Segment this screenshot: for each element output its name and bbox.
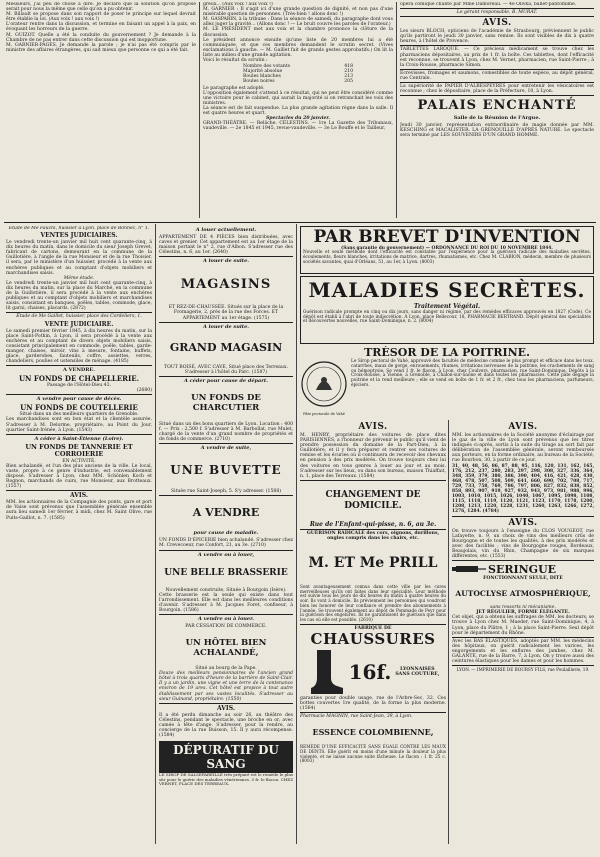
divider — [400, 8, 594, 9]
meme-etude: Même étude. — [63, 275, 95, 281]
gerant-line: Le gérant responsable, B. MURAT. — [456, 10, 538, 16]
left-paragraph-5: M. GARNIER-PAGÈS. Je demande la parole ; je n'ai pas été compris par le ministre des affaires étrangères, qui sait mieux que personne ce qui a été fait. — [6, 42, 196, 53]
ceder-heading: A céder à Saint-Étienne (Loire). — [34, 435, 124, 442]
seringue-sub2: sans ressorts ni mécanisme. — [490, 605, 556, 611]
chapellerie-ref: (2680) — [136, 388, 152, 394]
vote-row — [243, 79, 353, 84]
divider — [400, 95, 594, 96]
syringe-icon — [452, 562, 486, 576]
vote-value: 210 — [344, 69, 353, 75]
divider — [159, 614, 293, 615]
avis-title: AVIS. — [217, 704, 235, 712]
sans-couture-label: SANS COUTURE, — [395, 671, 440, 677]
pectoral-seal-icon — [300, 360, 348, 408]
column-divider — [396, 2, 397, 218]
chaussures-text: garanties pour double usage, rue de l'Arbre-Sec, 32. Ces bottes couvertes 1re qualité, de la forme la plus moderne. (1564) — [300, 695, 446, 711]
magasins-title: MAGASINS — [180, 277, 272, 293]
bas-elastiques-text: Avec les BAS ÉLASTIQUES, adoptés par MM. les médecins des hôpitaux, on guérit radicalement les varices, les engorgements et les enflures des jambes, chez M. GALANTE, rue de la Barre, 7, à Lyon. On y trouve aussi des ceintures élastiques pour les dames et pour les hommes. — [452, 638, 594, 665]
magnin-text: Pharmacie MAGNIN, rue Saint-Jean, 39, à Lyon. — [300, 714, 413, 720]
a-louer-heading: A louer de suite. — [202, 258, 250, 265]
chaussures-ad — [300, 626, 446, 711]
avis-title: AVIS. — [70, 492, 88, 500]
tresor-seal — [300, 360, 348, 416]
avis-right-numbers: 31, 40, 48, 56, 86, 87, 88, 95, 116, 120, 131, 162, 165, 176, 212, 237, 280, 283, 297, 298, 308, 327, 336, 364, 348, 359, 379, 380, 386, 390, 404, 416, 421, 428, 430, 468, 478, 507, 508, 509, 641, 660, 690, 702, 708, 717, 729, 733, 758, 769, 786, 797, 806, 827, 832, 838, 852, 858, 893, 907, 919, 927, 932, 943, 973, 981, 988, 996, 1003, 1010, 1015, 1026, 1040, 1067, 1095, 1098, 1108, 1115, 1118, 1119, 1120, 1121, 1123, 1170, 1178, 1200, 1208, 1213, 1220, 1228, 1231, 1260, 1263, 1266, 1272, 1276, 1284. (4784) — [452, 463, 594, 515]
imprimerie-footer: LYON. — IMPRIMERIE DE BOURSY FILS, rue Poulaillerie, 19. — [456, 667, 590, 673]
seringue-text: Cet objet, qui a obtenu les suffrages de MM. les docteurs, se trouve à Lyon chez M. Maeder, rue Saint-Dominique, 4, à Lyon, place du Plâtre, 1 ; à la place Saint-Pierre. Seul dépôt pour le département du Rhône. — [452, 615, 594, 636]
etude-heading: Étude de Me Fauchi, huissier à Lyon, place de Bonnec, n° 1. — [8, 226, 150, 231]
column-divider — [448, 420, 449, 844]
coutellerie-title: UN FONDS DE COUTELLERIE — [20, 403, 138, 413]
ads-column-2 — [159, 226, 293, 844]
divider — [400, 82, 594, 83]
maladie-sub: pour cause de maladie. — [193, 530, 259, 537]
appartement-text: APPARTEMENT DE 4 PIÈCES bien distribuées, avec caves et grenier. Cet appartement est au 1er étage de la maison portant le n° 2, rue d'Albon. S'adresser rue des Célestins, n. 6, au 1er. (2640) — [159, 235, 293, 256]
seringue-header — [452, 562, 594, 576]
autoclyse-title: AUTOCLYSE ATMOSPHÉRIQUE, — [455, 588, 591, 598]
brevet-sub: (Sans garantie du gouvernement) — ORDONNANCE DU ROI DU 10 NOVEMBRE 1844. — [341, 246, 553, 251]
essence-title: ESSENCE COLOMBIENNE, — [312, 727, 434, 738]
a-vendre-heading: A vendre de suite, — [200, 445, 252, 452]
divider — [452, 560, 594, 561]
tablettes-text: TABLETTES LAROQUE. — Ce précieux médicament se trouve chez les pharmaciens dépositaires, au prix de 1 fr. la boîte. Ces tablettes, dont l'efficacité est reconnue, se trouvent à Lyon, chez M. Vernet, pharmacien, rue Saint-Pierre ; à la Croix-Rousse, pharmacie Simon. — [400, 47, 594, 68]
top-column-right — [400, 2, 594, 220]
divider — [300, 624, 446, 625]
vote-label: Boules blanches — [243, 74, 281, 80]
hotel-sub2: Situé au bourg de la Pape. — [195, 666, 257, 672]
vendre-louer-heading: A vendre ou à louer, — [197, 551, 255, 558]
hotel-title: UN HÔTEL BIEN ACHALANDÉ, — [185, 637, 267, 658]
tresor-label: Pâte pectorale de Vahé — [303, 412, 345, 416]
charcutier-text: Situé dans un des bons quartiers de Lyon. Location : 400 f. — Prix : 2,500 f. S'adresser à M. Barbollat, rue Mulet, chargé de la vente d'un grand nombre de propriétés et de fonds de commerce. (2710) — [159, 421, 293, 443]
ads-column-4 — [452, 421, 594, 844]
coutellerie-text: Les marchandises sont en bon état et la clientèle assurée. S'adresser à M. Delorme, propriétaire, au Point du Jour, quartier Saint-Irénée, à Lyon. (1543) — [6, 417, 152, 433]
vote-label: Majorité absolue — [243, 69, 283, 75]
column-divider — [296, 224, 297, 844]
magasins-text: ET REZ-DE-CHAUSSÉE. Situés sur la place de la Fromagerie, 2, près de la rue des Forces. ET APPARTEMENT au 1er étage. (1575) — [168, 305, 284, 321]
superiorite-text: La supériorité de PAPIER D'ALBESPEYRES pour entretenir les vésicatoires est reconnue ; chez le dépositaire, place de la Préfecture, 10, à Lyon. — [400, 84, 594, 95]
tresor-body — [300, 360, 594, 416]
maladies-title: MALADIES SECRÈTES. — [308, 278, 586, 302]
vote-label: Nombre des votants — [243, 64, 291, 70]
a-vendre-title: A VENDRE — [192, 506, 260, 520]
left-paragraph-4: M. GUIZOT. Quelle a été la conduite du gouvernement ? Je demande à la Chambre de ne pas entrer dans cette discussion qui est inopportune. — [6, 32, 196, 43]
divider — [6, 490, 152, 491]
top-column-middle — [203, 2, 393, 220]
divider — [159, 550, 293, 551]
top-column-left — [6, 2, 196, 220]
a-vendre-heading: A VENDRE. — [63, 367, 95, 374]
divider — [300, 529, 446, 530]
palais-text: Jeudi 30 janvier, représentation extraordinaire de magie donnée par MM. KESCHING et MACALISTER. LA GRENOUILLE D'APRÈS NATURE. Le spectacle sera terminé par LES SOUVENIRS D'UN GRAND HOMME. — [400, 123, 594, 139]
fabrique-heading: FABRIQUE DE — [354, 625, 392, 631]
avis-title: AVIS. — [508, 517, 538, 528]
grand-magasin-title: GRAND MAGASIN — [169, 340, 283, 354]
tannerie-title: UN FONDS DE TANNERIE ET CORROIERIE — [25, 442, 133, 458]
hotel-text: Douze des meilleurs pensionnaires de l'ancien grand hôtel à trois quarts d'heure de la barrière de Saint-Clair. Il y a un jardin, une vigne et une terre de la contenance environ de 19 ares. Cet hôtel est propice à tout autre établissement par ses vastes localités. S'adresser au sieur Guinand, propriétaire. (1550) — [159, 671, 293, 702]
middle-paragraph-1: greux... (Aux voix ! aux voix !) — [203, 2, 273, 7]
avis-title: AVIS. — [358, 422, 388, 432]
vente-judiciaire-text: Le samedi premier février 1845, à dix heures du matin, sur la place Saint-Pothin, à Lyon, il sera procédé à la vente aux enchères et au comptant de divers objets mobiliers saisis, consistant principalement en commode, poêle, tables, garde-manger, chaises, miroir, vins à mesure, fontaine, buffets, glace, garderobes, fauteuils, coffre, assiettes, verres, chandeliers, poulies et ustensiles de ménage. (4185) — [6, 328, 152, 365]
clos-vougeot-text: On trouve toujours à l'enseigne du CLOS VOUGEOT, rue Lafayette, n. 9, un choix de vins des meilleurs crûs de Bourgogne et de toutes les qualités, à des prix modérés et avec des facilités ; vins de Bourgogne rouges, Bordeaux, Beaujolais, vin du Rhin, Champagne de six marques différentes, etc. (1553) — [452, 528, 594, 559]
left-paragraph-2: M. Billault se propose dans son rapport de poser le principe sur lequel devrait être établie la loi. (Aux voix ! aux voix !) — [6, 12, 196, 23]
domicile-title: CHANGEMENT DE DOMICILE. — [325, 489, 421, 511]
avis-title: AVIS. — [482, 18, 512, 29]
brasserie-title: UNE BELLE BRASSERIE — [164, 567, 288, 578]
grand-magasin-text: TOUT BOISÉ, AVEC CAVE, Situé place des Terreaux. S'adresser à l'hôtel du Parc. (1587) — [164, 364, 288, 375]
avis-text: Les sieurs BLOCH, opticiens de l'académie de Strasbourg, préviennent le public qu'ils partiront le jeudi 30 janvier, sans remise. Ils sont visibles de dix à quatre heures, à l'hôtel de Provence. — [400, 29, 594, 45]
ads-column-1 — [6, 226, 152, 844]
tannerie-sub: EN ACTIVITÉ. — [62, 458, 96, 464]
domicile-sub: Rue de l'Enfant-qui-pisse, n. 6, au 3e. — [309, 520, 437, 528]
ceder-heading: A céder pour cause de départ. — [184, 377, 268, 384]
vote-value: 418 — [344, 64, 353, 70]
prill-text: Sont avantageusement connus dans cette ville par les cures merveilleuses qu'ils ont faites dans leur spécialité. Leur méthode est suivie tous les jours de dix heures du matin à quatre heures du soir. Ils vont à domicile. Ils préviennent les personnes qui voudront bien les honorer de leur confiance et prendre des abonnements à l'année. Se trouvent également au dépôt de Pommade de Peyr pour la guérison des engelures. Ils ne garantissent de guérison que dans les cas où elle est possible. (2610) — [300, 584, 446, 622]
vente-judiciaire-title: VENTE JUDICIAIRE. — [44, 320, 114, 328]
a-louer-heading: A louer actuellement. — [195, 227, 257, 233]
divider — [159, 376, 293, 377]
divider — [159, 443, 293, 444]
brasserie-text: Cette brasserie est la seule qui existe dans tout l'arrondissement. Elle est dans les meilleures conditions d'avenir. S'adresser à M. Jacques Foret, confiseur, à Bourgoin. (1586) — [159, 592, 293, 613]
meme-text: Le vendredi trente-un janvier mil huit cent quarante-cinq, à dix heures du matin, sur la place du Marché, en la commune de la Guillotière, il sera procédé à la vente aux enchères publiques et au comptant d'objets mobiliers et marchandises saisis, consistant en banques, poêles, tables, commode, glace, lit garni, chaises, placards. (2872) — [6, 280, 152, 312]
buvette-text: Située rue Saint-Joseph, 5. S'y adresser. (1588) — [170, 489, 282, 495]
divider — [452, 637, 594, 638]
seringue-title: SERINGUE — [488, 562, 557, 576]
brevet-ad — [300, 226, 594, 274]
middle-paragraph-5: Le président annonce ensuite qu'une liste de 20 membres lui a été communiquée, et que ces membres demandent le scrutin secret. (Vives exclamations à gauche. — M. Gaillet fait de grands gestes approbatifs.) On lit la liste au milieu d'une grande agitation. — [203, 37, 393, 58]
divider — [452, 516, 594, 517]
left-paragraph-1: Messieurs, j'ai peu de chose à dire. Je déclare que la solution qu'on propose serait pour nous la même que celle qu'on a pu obtenir. — [6, 2, 196, 13]
divider — [300, 480, 446, 481]
middle-paragraph-7: Le paragraphe est adopté. — [203, 85, 265, 91]
maladies-sub: Traitement Végétal. — [413, 303, 481, 310]
vote-label: Boules noires — [243, 79, 275, 85]
divider — [6, 365, 152, 366]
middle-paragraph-4: M. LE PRÉSIDENT met aux voix et la chambre prononce la clôture de la discussion. — [203, 27, 393, 38]
spectacles-title: Spectacles du 20 janvier. — [265, 116, 331, 122]
chaussures-price: 16f. — [348, 659, 392, 684]
right-paragraph-1: opéra comique chanté par Mme Damoreau. — 4e Olivka, ballet-pantomime. — [400, 2, 577, 7]
divider — [6, 434, 152, 435]
boot-icon — [307, 648, 345, 696]
tannerie-text: Bien achalandé, et l'un des plus anciens de la ville. Le local, vaste, propre à ce genre d'industrie, est convenablement disposé. S'adresser à Lyon, chez MM. Schönlen Koch et Rognon, marchands de cuirs, rue Monsieur, aux Brotteaux. (1557) — [6, 463, 152, 490]
essence-text: REMÈDE D'UNE EFFICACITÉ SANS ÉGALE CONTRE LES MAUX DE DENTS. Elle guérit en moins d'une minute la douleur la plus violente, et ne laisse aucune suite fâcheuse. Le flacon : 1 fr. 25 c. (8003) — [300, 744, 446, 764]
hotel-sub: PAR CESSATION DE COMMERCE. — [185, 623, 267, 629]
palais-subtitle: Salle de la Réunion de l'Argue. — [453, 115, 541, 122]
divider — [400, 69, 594, 70]
chaussures-row — [300, 648, 446, 696]
middle-paragraph-9: La séance est de fait suspendue. La plus grande agitation règne dans la salle. Il est quatre heures et quart. — [203, 105, 393, 116]
chaussures-title: CHAUSSURES — [310, 629, 436, 648]
spectacles-text: GRAND-THÉÂTRE. — Relâche. CÉLESTINS. — 1re La Gazette des Tribunaux, vaudeville. — 2e 1845 et 1945, revue-vaudeville. — 3e Le Bouffe et le Tailleur, — [203, 121, 393, 132]
charcutier-title: UN FONDS DE CHARCUTIER — [191, 393, 261, 414]
divider — [159, 256, 293, 257]
prill-title: M. ET Me PRILL — [308, 555, 438, 572]
vote-results — [243, 64, 353, 84]
divider — [452, 665, 594, 666]
etude-heading: Étude de Me Gaillet, huissier, place des Cordeliers, 1. — [16, 314, 142, 320]
tresor-text: Le Sirop pectoral de Vahé, approuvé des facultés de médecine comme le plus prompt et efficace dans les toux, catarrhes, maux de gorge, enrouements, rhumes, irritations nerveuses de la poitrine, les crachements de sang ou hémoptysie. Se vend 1 fr. le flacon, à Lyon, chez Coulvers, pharmacien, rue Saint-Dominique. Dépôts à la Croix-Rousse, à Vienne, à Grenoble, à Chalon-sur-Saône et dans toutes les pharmacies. Cette pâte dégage la poitrine et la rend meilleure ; elle se vend en boîte de 1 fr. et 2 fr., chez tous les pharmaciens, parfumeurs, épiciers. — [351, 359, 594, 388]
middle-paragraph-6: Voici le résultat du scrutin : — [203, 58, 268, 64]
epicerie-text: UN FONDS D'ÉPICERIE bien achalandé. S'adresser chez M. Crevecoeur, rue Confort, 21, au 3e. (2710) — [159, 538, 293, 549]
deces-heading: A vendre pour cause de décès. — [36, 396, 122, 403]
seringue-sub3: JET RÉGULIER, FORME ÉLÉGANTE. — [476, 610, 570, 616]
tresor-ad — [300, 346, 594, 418]
chaussures-labels — [395, 667, 439, 677]
vote-value: 213 — [344, 74, 353, 80]
seringue-sub: FONCTIONNANT SEULE, DITE — [483, 576, 563, 582]
middle-paragraph-2: M. GARNIER : Il s'agit ici d'une grande question de dignité, et non pas d'une misérable question de personnes. (Très-bien ! allons donc !) — [203, 7, 393, 18]
ventes-title: VENTES JUDICIAIRES. — [40, 232, 118, 240]
ecrevisses-text: Écrevisses, fromages et saumons, comestibles de toute espèce, au dépôt général, rue Centrale. — [400, 70, 594, 81]
coutellerie-sub: Situé dans un des meilleurs quartiers de Grenoble. — [19, 412, 139, 418]
depuratif-title: DÉPURATIF DU SANG — [173, 743, 279, 772]
a-louer-heading: A louer de suite. — [202, 323, 250, 330]
depuratif-text: LE SIROP DE SALSEPAREILLE très préparé est le remède le plus sûr pour le guérir des maladies vénériennes. 5 fr. le flacon. CHEZ VERNET, PLACE DES TERREAUX. — [159, 772, 293, 787]
maladies-ad — [300, 276, 594, 344]
brevet-title: PAR BREVET D'INVENTION — [313, 227, 581, 247]
brevet-box — [300, 226, 594, 274]
tresor-title: TRÉSOR DE LA POITRINE. — [364, 346, 530, 359]
left-paragraph-3: L'orateur rentre dans la discussion, et termine en faisant un appel à la paix, en évoquant les horreurs de la guerre. — [6, 22, 196, 33]
vendre-louer-heading: A vendre ou à louer. — [197, 615, 255, 622]
divider — [159, 703, 293, 704]
chapellerie-sub: Passage de l'Hôtel-Dieu 43. — [46, 383, 111, 389]
maladies-box — [300, 276, 594, 344]
ventes-text: Le vendredi trente-un janvier mil huit cent quarante-cinq, à dix heures du matin, dans le domicile du sieur Joseph Grevet, fabricant de cartons, demeurant en la commune de la Guillotière, à l'angle de la rue Monsieur et de la rue Thoisier, il sera, par le ministère d'un huissier, procédé à la vente aux enchères publiques et au comptant d'objets mobiliers et marchandises saisis. — [6, 240, 152, 276]
palais-title: PALAIS ENCHANTÉ — [417, 98, 577, 114]
brevet-text: Nouvelle et seule méthode dont l'efficacité est constatée par l'expérience pour la guérison radicale des maladies secrètes, écoulements, fleurs blanches, irritations de matrice, dartres, rhumatismes, etc. Chez M. CLABION, médecin, membre de plusieurs sociétés savantes, quai d'Orléans, 51, au 1er, à Lyon. (8003) — [303, 250, 591, 265]
divider — [300, 712, 446, 713]
buvette-title: UNE BUVETTE — [170, 463, 282, 478]
column-divider — [199, 2, 200, 218]
depuratif-banner — [159, 741, 293, 773]
prill-heading: GUÉRISON RADICALE des cors, oignons, durillons, ongles compris dans les chairs, etc. — [306, 530, 440, 541]
section-divider — [4, 222, 596, 223]
henry-text: M. HENRY, propriétaire des voitures de place dites PARISIENNES, a l'honneur de prévenir le public qu'il vient de prendre possession du domaine de la Part-Dieu, à la Guillotière, et il y fera préparer et rentrer ses voitures de remise et les écuries où il continuera de recevoir des chevaux en pension à des prix modérés. On trouve toujours chez lui des voitures en tous genres à louer au jour et au mois. S'adresser sur les lieux, ou dans son bureau, maison Thiaffait, n. 1, place des Terreaux. (1584) — [300, 433, 446, 479]
lyonnaises-label: LYONNAISES — [400, 666, 435, 672]
column-divider — [155, 224, 156, 844]
middle-paragraph-3: M. GASPARIN, à la tribune : Dans la séance de samedi, du paragraphe dont vous allez juger la gravité... (Allons donc ! — Le bruit couvre les paroles de l'orateur.) — [203, 17, 393, 28]
brasserie-sub: Nouvellement construite, Située à Bourgoin (Isère). — [165, 587, 287, 593]
divider — [159, 322, 293, 323]
vote-value: 205 — [344, 79, 353, 85]
chapellerie-title: UN FONDS DE CHAPELLERIE. — [18, 374, 140, 384]
avis-text: MM. les actionnaires de la Compagnie des ponts, gare et port de Vaise sont prévenus que l'assemblée générale ensemble aura lieu samedi 1er février, à midi, chez M. Saint Olive, rue Puits-Gaillot, n. 7. (1585) — [6, 500, 152, 521]
middle-paragraph-8: L'opposition également s'attend à ce résultat, qui ne peut être considéré comme une victoire pour le cabinet, qui aurait la majorité si on retranchait les voix des ministres. — [203, 90, 393, 106]
ads-column-3 — [300, 421, 446, 844]
maladies-text: Guérison radicale prompte en cinq ou dix jours, sans danger ni régime, par des remèdes efficaces approuvés en 1827 (Code). Ce dépôt est établi à l'abri de toute indiscrétion. À Lyon, place Bellecour, 18, PHARMACIE BERTRAND. Dépôt général des spécialités et découvertes nouvelles, rue Saint-Dominique, n. 2. (8004) — [303, 310, 591, 325]
avis-text: Il a été perdu dimanche au soir 26, au théâtre des Célestins, pendant le spectacle, une broche en or, avec camée à tête d'ange. S'adresser, pour la rendre, au concierge de la rue Buisson, 15. Il y aura récompense. (1584) — [159, 712, 293, 739]
divider — [400, 16, 594, 17]
avis-title: AVIS. — [508, 422, 538, 432]
divider — [159, 495, 293, 496]
avis-right-text: MM. les actionnaires de la Société anonyme d'éclairage par le gaz de la ville de Lyon sont prévenus que les titres indiqués ci-après, sortis à la suite du tirage au sort fait par délibération de l'assemblée générale, seront remboursés aux porteurs, en la forme ordinaire, au bureau de la Société, rue Bourbon, 30, à partir de ce jour. — [452, 433, 594, 464]
